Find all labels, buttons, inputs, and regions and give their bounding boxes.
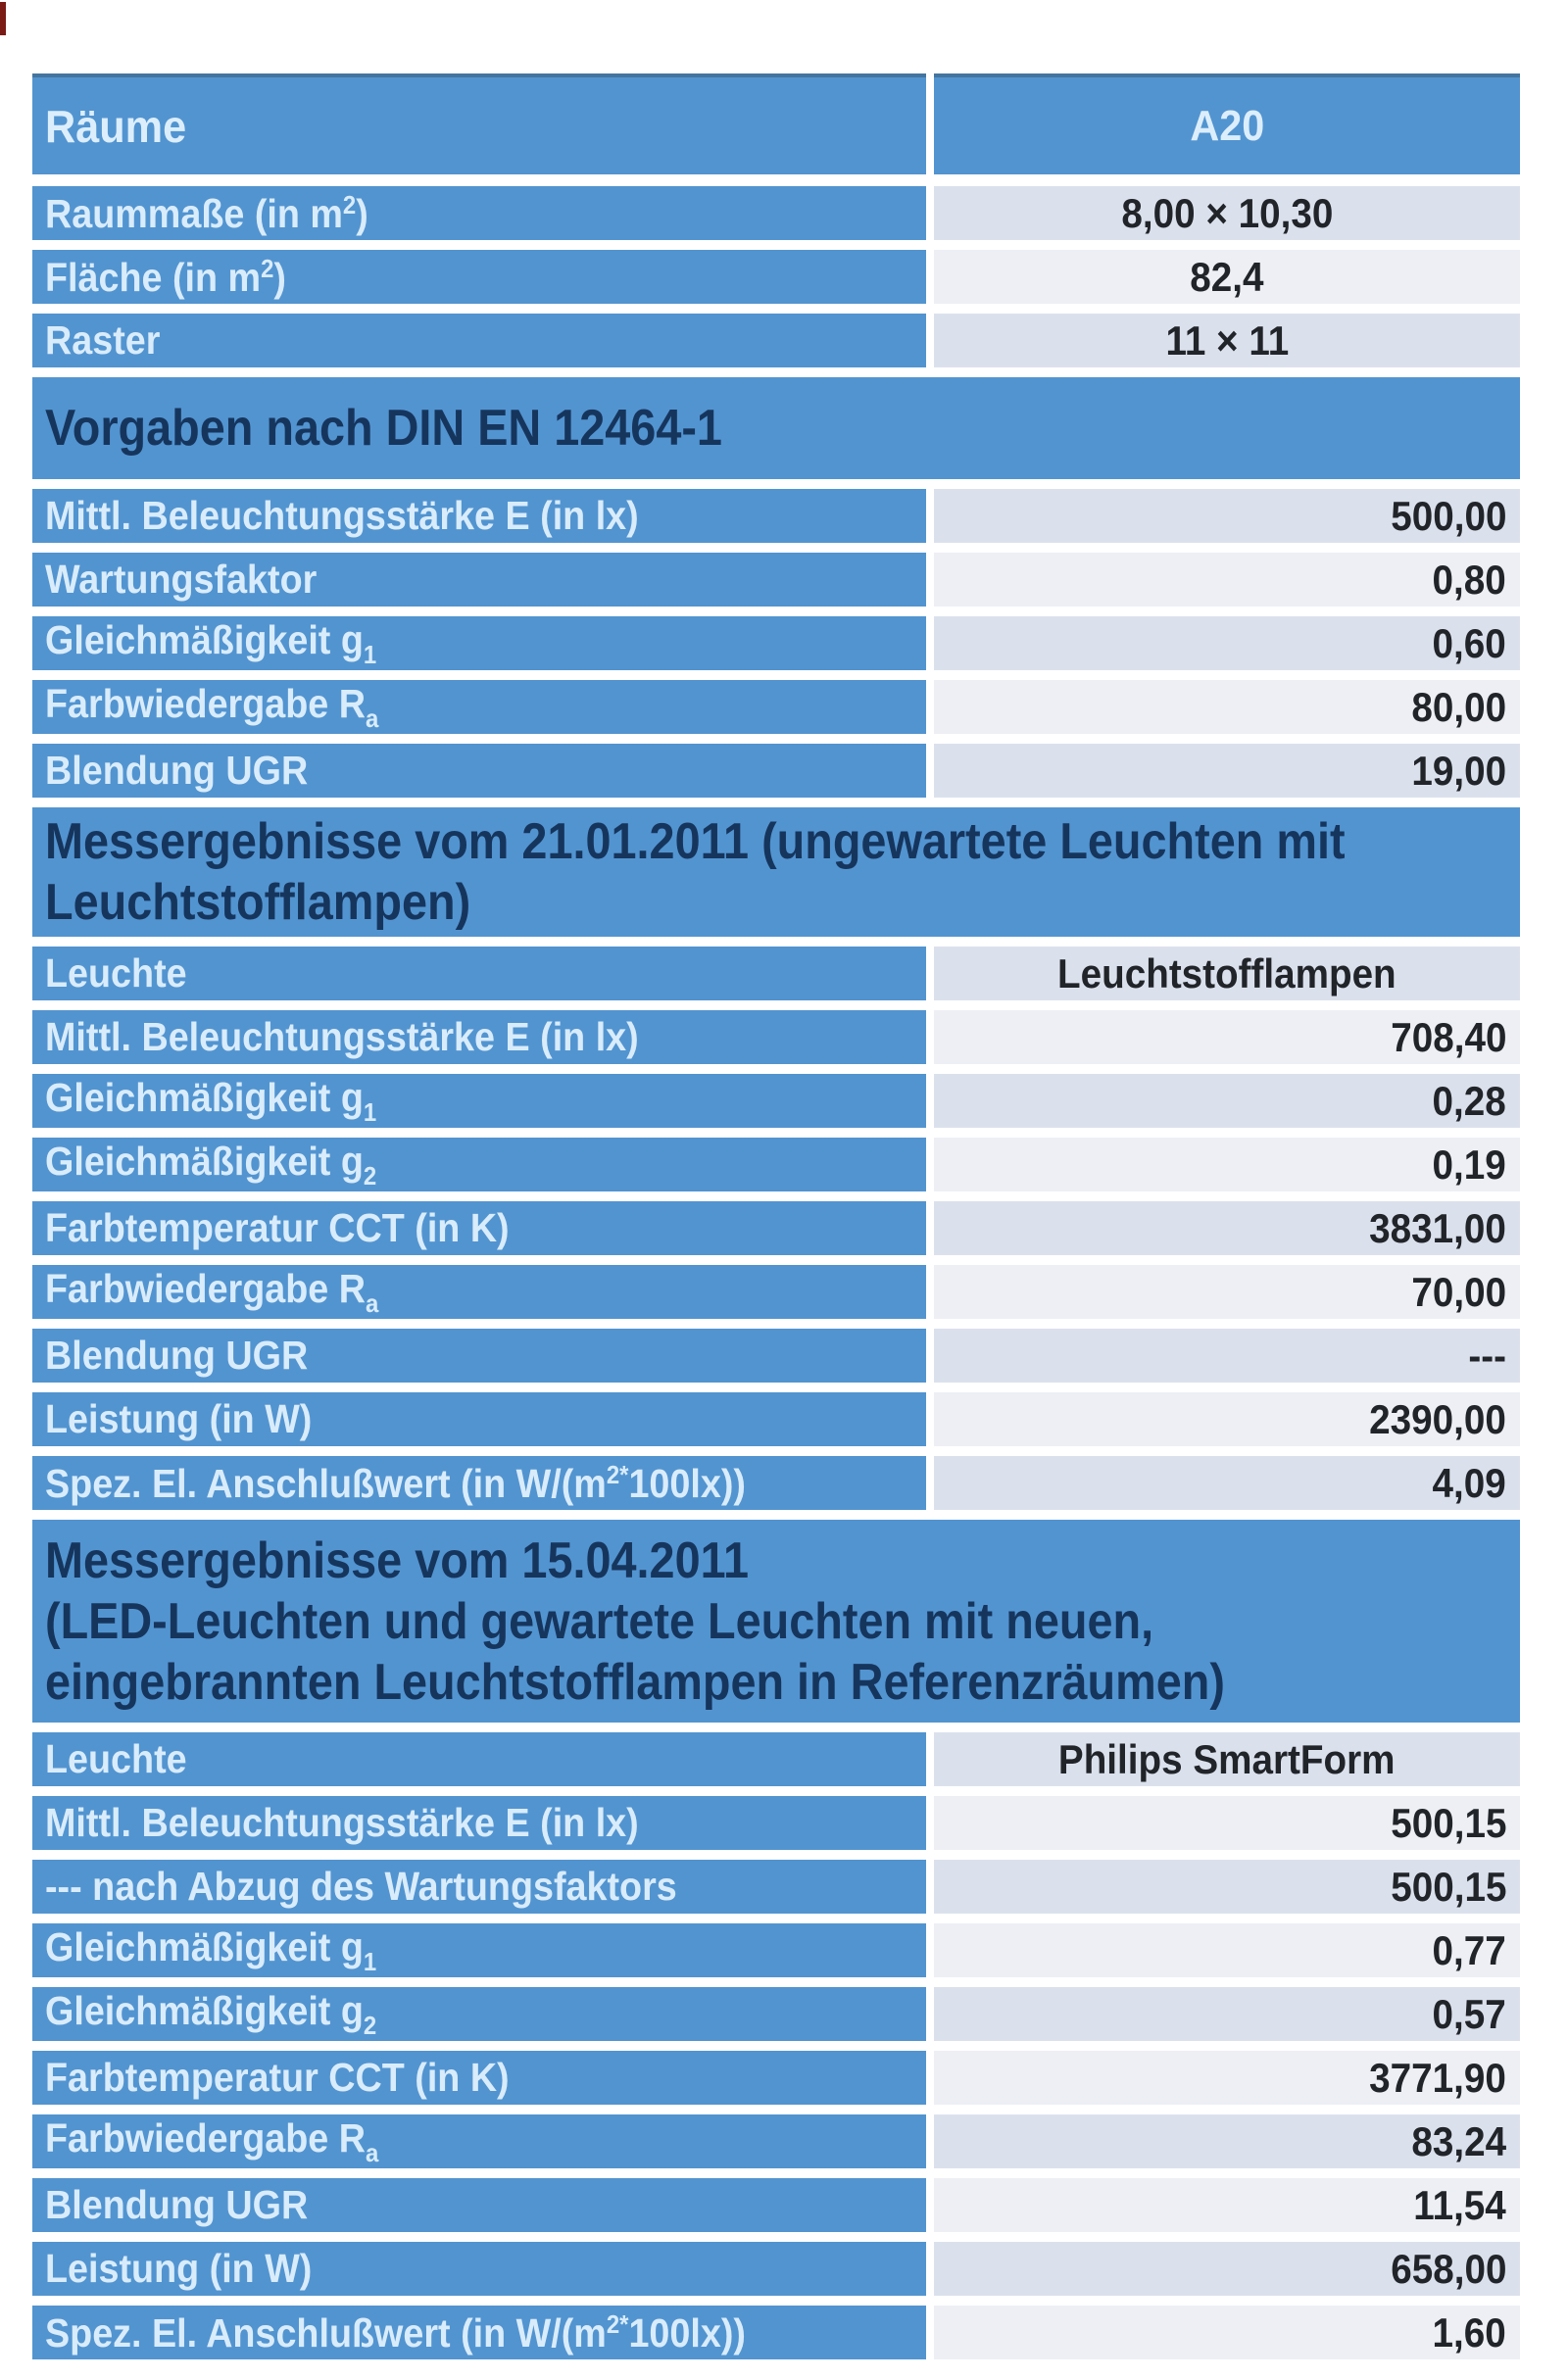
row-label-text: Spez. El. Anschlußwert (in $W/(m^{2*}100lx)$) — [45, 2308, 746, 2356]
row-label-text: Blendung UGR — [45, 748, 309, 793]
table-row — [32, 2051, 1520, 2105]
row-value — [934, 553, 1520, 607]
row-label — [32, 2306, 926, 2359]
row-label — [32, 250, 926, 304]
row-value-text: 500,00 — [1390, 492, 1506, 539]
row-label-text: Farbwiedergabe $R_a$ — [45, 1265, 379, 1318]
row-value-text: 0,60 — [1432, 619, 1506, 666]
row-value-text: 500,15 — [1390, 1863, 1506, 1910]
row-value-text: 80,00 — [1411, 683, 1506, 730]
row-label-text: Blendung UGR — [45, 1333, 309, 1378]
row-label — [32, 680, 926, 734]
row-label-text: Blendung UGR — [45, 2182, 309, 2227]
row-value — [934, 1923, 1520, 1977]
table-row — [32, 616, 1520, 670]
row-value — [934, 1732, 1520, 1786]
section-mess-2101 — [32, 947, 1520, 1510]
table-row — [32, 553, 1520, 607]
section-header-line: Vorgaben nach DIN EN 12464-1 — [45, 400, 722, 457]
row-label-text: Gleichmäßigkeit $g_2$ — [45, 1138, 377, 1190]
section-mess-1504 — [32, 1732, 1520, 2359]
row-label — [32, 186, 926, 240]
edge-artifact — [0, 2, 6, 35]
row-label — [32, 1456, 926, 1510]
row-value — [934, 1456, 1520, 1510]
table-row — [32, 1860, 1520, 1914]
row-value — [934, 2306, 1520, 2359]
row-label-text: Leuchte — [45, 1736, 187, 1781]
header-value-text: A20 — [1190, 101, 1264, 150]
section-room — [32, 186, 1520, 367]
row-label — [32, 1265, 926, 1319]
row-label — [32, 616, 926, 670]
row-value-text: 500,15 — [1390, 1799, 1506, 1846]
table-row — [32, 1987, 1520, 2041]
lighting-measurement-table — [32, 73, 1520, 2369]
table-row — [32, 1010, 1520, 1064]
row-value — [934, 1796, 1520, 1850]
row-label-text: Gleichmäßigkeit $g_2$ — [45, 1987, 377, 2040]
table-row — [32, 2178, 1520, 2232]
section-header-line: Leuchtstofflampen) — [45, 874, 471, 931]
table-row — [32, 1329, 1520, 1383]
section-header-line: (LED-Leuchten und gewartete Leuchten mit neuen, — [45, 1592, 1154, 1650]
row-value-text: 0,80 — [1432, 556, 1506, 603]
table-row — [32, 947, 1520, 1000]
row-label-text: Leuchte — [45, 950, 187, 996]
header-value-cell — [934, 73, 1520, 174]
table-row — [32, 1265, 1520, 1319]
row-value-text: Philips SmartForm — [1058, 1735, 1396, 1782]
row-label — [32, 1392, 926, 1446]
row-value-text: 658,00 — [1390, 2245, 1506, 2292]
row-label-text: Raster — [45, 317, 161, 363]
row-label-text: Leistung (in W) — [45, 2246, 313, 2291]
row-value — [934, 1138, 1520, 1191]
row-value — [934, 616, 1520, 670]
row-value — [934, 1265, 1520, 1319]
row-value-text: 3771,90 — [1369, 2054, 1506, 2101]
section-header-mess-2101 — [32, 807, 1520, 937]
table-row — [32, 1456, 1520, 1510]
section-header-vorgaben — [32, 377, 1520, 479]
row-label — [32, 2242, 926, 2296]
row-label — [32, 1923, 926, 1977]
row-label — [32, 1987, 926, 2041]
row-value — [934, 947, 1520, 1000]
table-row — [32, 250, 1520, 304]
table-row — [32, 489, 1520, 543]
row-label — [32, 489, 926, 543]
section-vorgaben — [32, 489, 1520, 798]
row-label — [32, 1201, 926, 1255]
row-label-text: Raummaße (in $m^2$) — [45, 189, 368, 236]
row-label-text: Spez. El. Anschlußwert (in $W/(m^{2*}100lx)$) — [45, 1459, 746, 1506]
row-value — [934, 680, 1520, 734]
row-label — [32, 1329, 926, 1383]
row-label-text: Mittl. Beleuchtungsstärke E (in lx) — [45, 493, 639, 538]
row-value-text: 82,4 — [1190, 253, 1264, 300]
row-value-text: --- — [1468, 1332, 1506, 1379]
table-row — [32, 1138, 1520, 1191]
header-label-text: Räume — [45, 100, 187, 152]
row-value-text: Leuchtstofflampen — [1057, 949, 1396, 996]
row-value-text: 0,19 — [1432, 1141, 1506, 1188]
row-value-text: 8,00 × 10,30 — [1121, 189, 1333, 236]
row-label — [32, 2178, 926, 2232]
table-row — [32, 2242, 1520, 2296]
row-value-text: 83,24 — [1411, 2117, 1506, 2164]
section-header-mess-1504 — [32, 1520, 1520, 1723]
row-value — [934, 1010, 1520, 1064]
table-row — [32, 1732, 1520, 1786]
row-label-text: Wartungsfaktor — [45, 557, 318, 602]
table-row — [32, 314, 1520, 367]
row-label — [32, 553, 926, 607]
row-label-text: Fläche (in $m^2$) — [45, 253, 286, 300]
table-row — [32, 2306, 1520, 2359]
row-label — [32, 947, 926, 1000]
row-value-text: 11 × 11 — [1165, 316, 1289, 364]
row-label — [32, 314, 926, 367]
row-value-text: 70,00 — [1411, 1268, 1506, 1315]
row-label — [32, 1074, 926, 1128]
row-value — [934, 1074, 1520, 1128]
table-row — [32, 744, 1520, 798]
table-row — [32, 1796, 1520, 1850]
row-value — [934, 1987, 1520, 2041]
row-value — [934, 2051, 1520, 2105]
row-label — [32, 1010, 926, 1064]
row-label-text: Gleichmäßigkeit $g_1$ — [45, 616, 377, 669]
row-value — [934, 250, 1520, 304]
row-value — [934, 2114, 1520, 2168]
section-header-line: Messergebnisse vom 21.01.2011 (ungewartete Leuchten mit — [45, 813, 1346, 870]
table-row — [32, 1923, 1520, 1977]
row-value — [934, 1329, 1520, 1383]
row-label — [32, 2051, 926, 2105]
row-value-text: 11,54 — [1413, 2181, 1506, 2228]
row-value — [934, 186, 1520, 240]
row-value-text: 19,00 — [1411, 747, 1506, 794]
row-label — [32, 1138, 926, 1191]
row-value-text: 2390,00 — [1369, 1395, 1506, 1442]
table-row — [32, 1201, 1520, 1255]
table-header-row — [32, 73, 1520, 174]
row-label-text: Gleichmäßigkeit $g_1$ — [45, 1923, 377, 1976]
table-row — [32, 2114, 1520, 2168]
table-row — [32, 1392, 1520, 1446]
row-label — [32, 1796, 926, 1850]
table-row — [32, 680, 1520, 734]
row-label-text: Mittl. Beleuchtungsstärke E (in lx) — [45, 1800, 639, 1845]
row-value — [934, 2242, 1520, 2296]
row-value-text: 3831,00 — [1369, 1204, 1506, 1251]
row-value — [934, 1201, 1520, 1255]
row-label-text: Farbwiedergabe $R_a$ — [45, 680, 379, 733]
row-value-text: 708,40 — [1390, 1013, 1506, 1060]
header-label-cell — [32, 73, 926, 174]
row-label-text: --- nach Abzug des Wartungsfaktors — [45, 1864, 677, 1909]
row-label — [32, 2114, 926, 2168]
row-label-text: Farbtemperatur CCT (in K) — [45, 1205, 510, 1250]
row-value — [934, 489, 1520, 543]
row-value-text: 4,09 — [1432, 1459, 1506, 1506]
row-value — [934, 744, 1520, 798]
row-value — [934, 314, 1520, 367]
row-label — [32, 1860, 926, 1914]
row-value — [934, 1860, 1520, 1914]
row-label-text: Mittl. Beleuchtungsstärke E (in lx) — [45, 1014, 639, 1059]
row-value-text: 1,60 — [1432, 2308, 1506, 2356]
row-label-text: Leistung (in W) — [45, 1396, 313, 1441]
row-label-text: Gleichmäßigkeit $g_1$ — [45, 1074, 377, 1127]
row-value-text: 0,77 — [1432, 1926, 1506, 1973]
table-row — [32, 186, 1520, 240]
section-header-line: eingebrannten Leuchtstofflampen in Referenzräumen) — [45, 1653, 1225, 1711]
row-label — [32, 744, 926, 798]
row-label — [32, 1732, 926, 1786]
row-value — [934, 1392, 1520, 1446]
row-label-text: Farbwiedergabe $R_a$ — [45, 2114, 379, 2167]
row-value-text: 0,28 — [1432, 1077, 1506, 1124]
row-value — [934, 2178, 1520, 2232]
row-label-text: Farbtemperatur CCT (in K) — [45, 2055, 510, 2100]
table-row — [32, 1074, 1520, 1128]
section-header-line: Messergebnisse vom 15.04.2011 — [45, 1531, 750, 1589]
row-value-text: 0,57 — [1432, 1990, 1506, 2037]
